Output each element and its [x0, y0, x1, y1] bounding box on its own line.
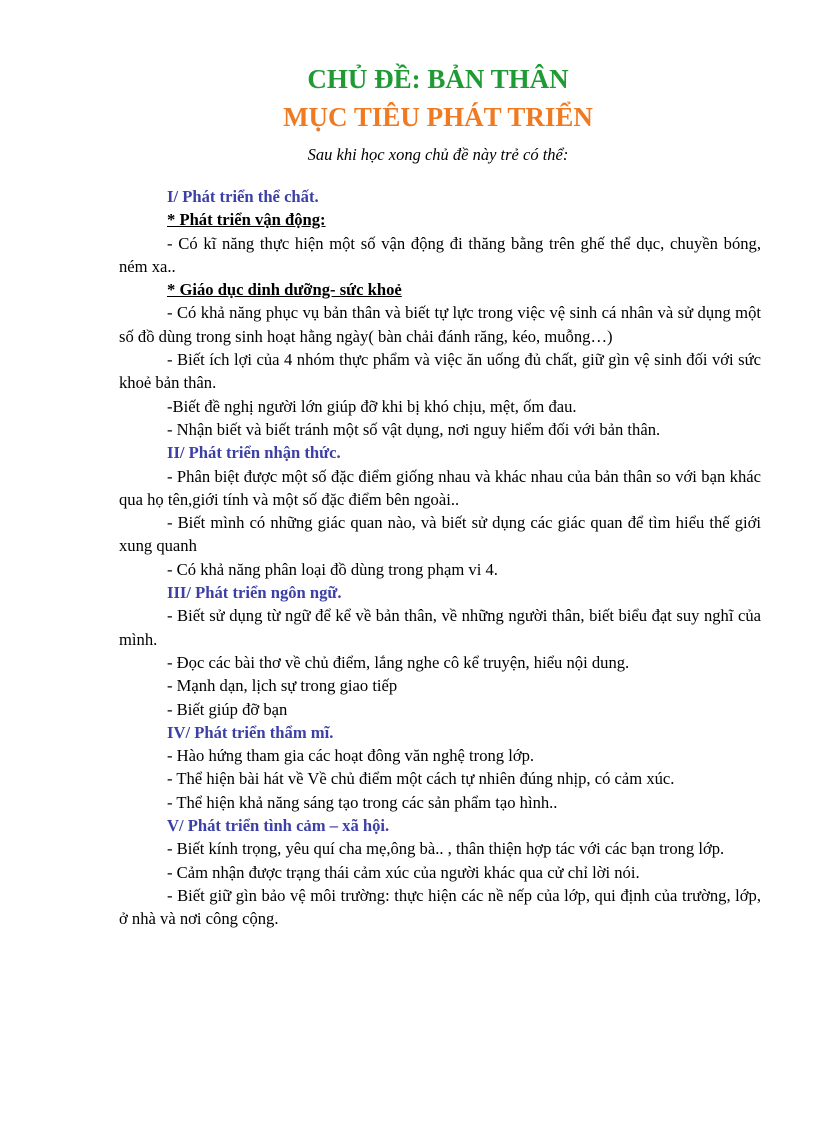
document-body — [119, 185, 761, 931]
paragraph: - Cảm nhận được trạng thái cảm xúc của người khác qua cử chỉ lời nói. — [167, 862, 640, 882]
subheading-motor: * Phát triển vận động: — [167, 210, 326, 230]
section-heading-physical: I/ Phát triển thể chất. — [167, 187, 319, 206]
document-subtitle: MỤC TIÊU PHÁT TRIỂN — [283, 102, 593, 132]
document-title: CHỦ ĐỀ: BẢN THÂN — [307, 64, 569, 94]
paragraph: - Có khả năng phân loại đồ dùng trong phạm vi 4. — [167, 559, 498, 579]
paragraph: - Đọc các bài thơ về chủ điểm, lắng nghe cô kể truyện, hiểu nội dung. — [167, 652, 630, 672]
paragraph: - Hào hứng tham gia các hoạt đông văn nghệ trong lớp. — [167, 746, 535, 766]
paragraph: - Mạnh dạn, lịch sự trong giao tiếp — [167, 676, 398, 696]
paragraph: - Thể hiện khả năng sáng tạo trong các sản phẩm tạo hình.. — [167, 792, 558, 812]
paragraph: - Có kĩ năng thực hiện một số vận động đi thăng bằng trên ghế thể dục, chuyền bóng, ném xa.. — [119, 233, 761, 276]
paragraph: - Phân biệt được một số đặc điểm giống nhau và khác nhau của bản thân so với bạn khác qua họ tên,giới tính và một số đặc điểm bên ngoài.. — [119, 466, 761, 509]
document-intro: Sau khi học xong chủ đề này trẻ có thể: — [307, 145, 569, 164]
paragraph: -Biết đề nghị người lớn giúp đỡ khi bị khó chịu, mệt, ốm đau. — [167, 396, 577, 416]
section-heading-social: V/ Phát triển tình cảm – xã hội. — [167, 816, 390, 836]
section-heading-language: III/ Phát triển ngôn ngữ. — [167, 583, 342, 603]
section-heading-cognitive: II/ Phát triển nhận thức. — [167, 443, 341, 463]
paragraph: - Biết giữ gìn bảo vệ môi trường: thực hiện các nề nếp của lớp, qui định của trường, lớp, ở nhà và nơi công cộng. — [119, 885, 761, 929]
paragraph: - Biết ích lợi của 4 nhóm thực phẩm và việc ăn uống đủ chất, giữ gìn vệ sinh đối với sức khoẻ bản thân. — [119, 350, 761, 393]
paragraph: - Biết giúp đỡ bạn — [167, 699, 288, 719]
subheading-nutrition: * Giáo dục dinh dưỡng- sức khoẻ — [167, 280, 402, 300]
paragraph: - Nhận biết và biết tránh một số vật dụng, nơi nguy hiểm đối với bản thân. — [167, 419, 661, 439]
section-heading-aesthetic: IV/ Phát triển thẩm mĩ. — [167, 722, 334, 742]
paragraph: - Biết sử dụng từ ngữ để kể về bản thân, về những người thân, biết biểu đạt suy nghĩ của mình. — [119, 606, 761, 649]
paragraph: - Có khả năng phục vụ bản thân và biết tự lực trong việc vệ sinh cá nhân và sử dụng một số đồ dùng trong sinh hoạt hằng ngày( bàn chải đánh răng, kéo, muỗng…) — [119, 303, 761, 346]
paragraph: - Biết kính trọng, yêu quí cha mẹ,ông bà.. , thân thiện hợp tác với các bạn trong lớp. — [167, 839, 725, 859]
paragraph: - Thể hiện bài hát về Về chủ điểm một cách tự nhiên đúng nhịp, có cảm xúc. — [167, 769, 675, 789]
paragraph: - Biết mình có những giác quan nào, và biết sử dụng các giác quan để tìm hiểu thế giới xung quanh — [119, 513, 761, 556]
